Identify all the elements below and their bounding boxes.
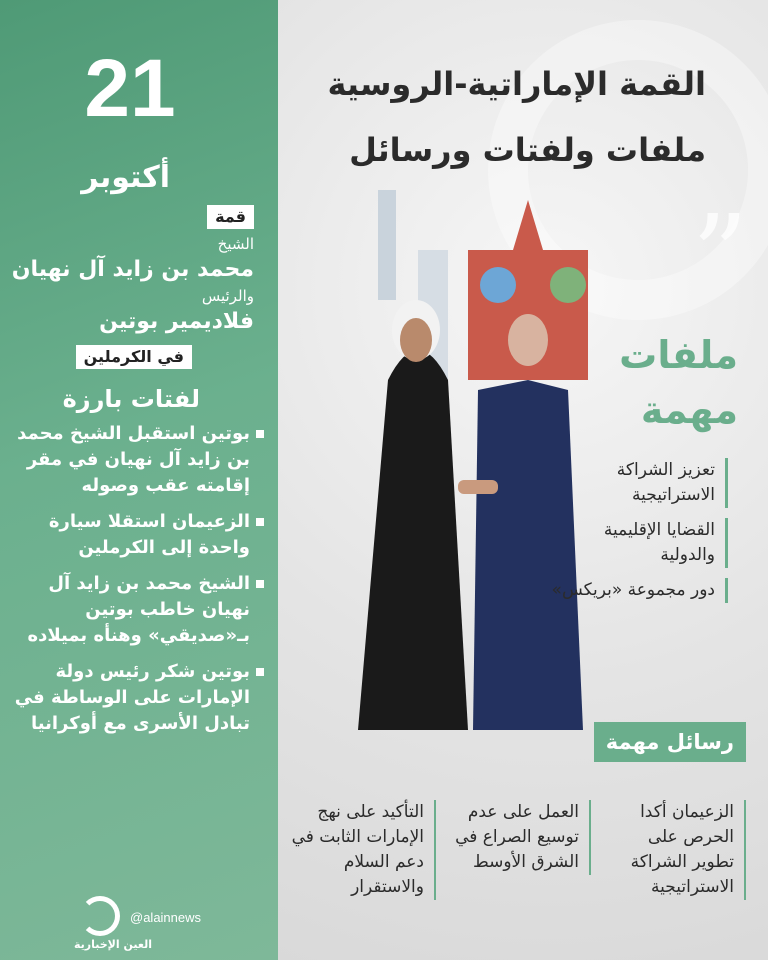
date-month: أكتوبر (81, 160, 170, 195)
file-item: دور مجموعة «بريكس» (548, 578, 728, 603)
highlights-list (6, 421, 264, 737)
messages-heading: رسائل مهمة (594, 722, 746, 762)
header-line-2: ملفات ولفتات ورسائل (349, 131, 706, 169)
summit-tag: قمة (207, 205, 254, 229)
name-putin: فلاديمير بوتين (99, 309, 254, 334)
summit-details (6, 205, 264, 737)
quote-mark-icon: ” (691, 191, 748, 319)
highlight-item: الزعيمان استقلا سيارة واحدة إلى الكرملين (6, 509, 264, 561)
title-president: والرئيس (201, 287, 254, 305)
social-handle: @alainnews (130, 910, 202, 925)
alain-logo-text: العين الإخبارية (74, 938, 152, 951)
name-mbz: محمد بن زايد آل نهيان (11, 257, 254, 282)
date-day: 21 (84, 43, 176, 134)
message-item: التأكيد على نهج الإمارات الثابت في دعم السلام والاستقرار (291, 800, 436, 900)
message-item: العمل على عدم توسيع الصراع في الشرق الأوسط (446, 800, 591, 875)
highlight-item: بوتين استقبل الشيخ محمد بن زايد آل نهيان في مقر إقامته عقب وصوله (6, 421, 264, 499)
highlight-item: بوتين شكر رئيس دولة الإمارات على الوساطة في تبادل الأسرى مع أوكرانيا (6, 659, 264, 737)
header-line-1: القمة الإماراتية-الروسية (327, 65, 706, 103)
title-sheikh: الشيخ (217, 235, 254, 253)
alain-logo-icon (80, 896, 120, 936)
message-item: الزعيمان أكدا الحرص على تطوير الشراكة الاستراتيجية (601, 800, 746, 900)
location-tag: في الكرملين (76, 345, 192, 369)
file-item: القضايا الإقليمية والدولية (548, 518, 728, 568)
main-area (278, 0, 768, 960)
highlights-heading: لفتات بارزة (62, 385, 200, 413)
left-panel (0, 0, 278, 960)
files-heading-1: ملفات (619, 333, 738, 377)
highlight-item: الشيخ محمد بن زايد آل نهيان خاطب بوتين بـ«صديقي» وهنأه بميلاده (6, 571, 264, 649)
files-heading-2: مهمة (640, 388, 738, 432)
file-item: تعزيز الشراكة الاستراتيجية (548, 458, 728, 508)
files-list (548, 458, 728, 603)
